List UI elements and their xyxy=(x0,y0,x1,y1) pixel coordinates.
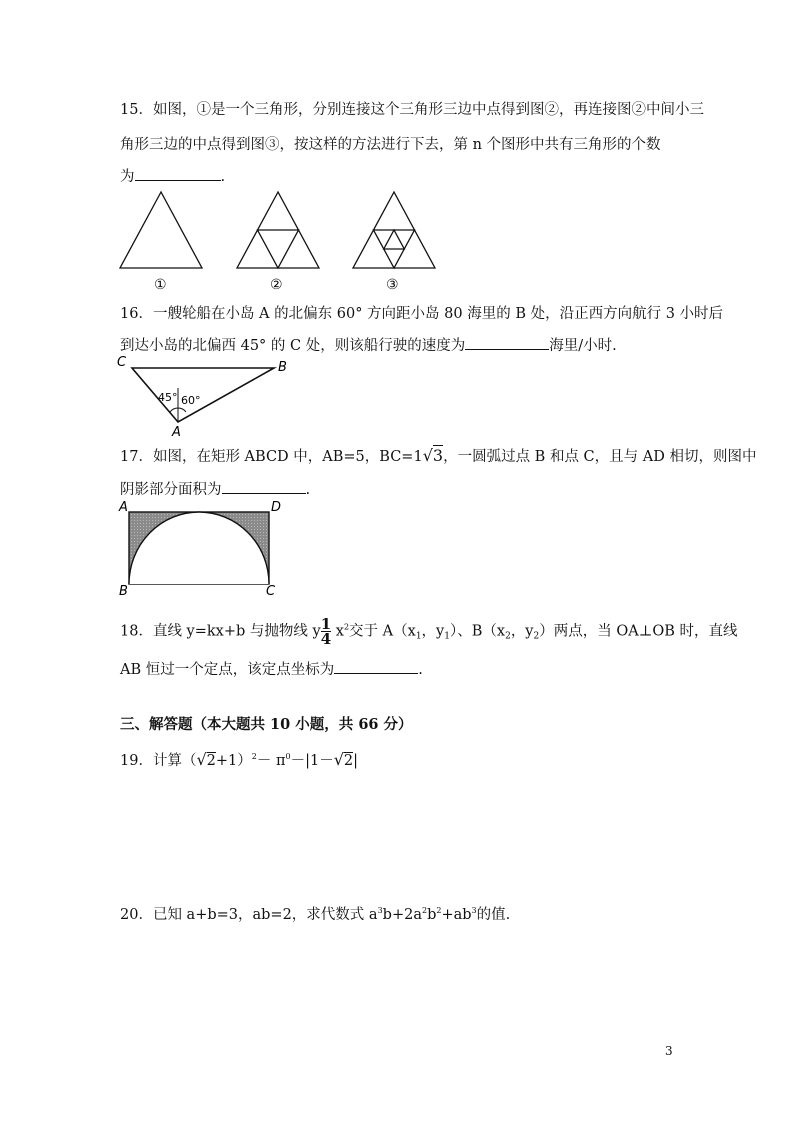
q19-line xyxy=(120,748,358,770)
triangle-figure-2 xyxy=(237,192,319,268)
q20-sup-4: 3 xyxy=(471,906,477,915)
q19-text-a: 19．计算（ xyxy=(120,753,197,769)
q16-figure xyxy=(112,350,302,438)
q18-suffix-2: . xyxy=(418,662,423,678)
answer-blank-17[interactable] xyxy=(222,479,306,494)
answer-blank-16[interactable] xyxy=(465,335,549,350)
fraction-one-quarter: $\frac{1}{4}$ xyxy=(320,615,332,648)
q20-text-d: +ab xyxy=(441,907,472,923)
q19-text-d: －|1－ xyxy=(290,753,334,769)
q20-text-b: b+2a xyxy=(382,907,422,923)
sqrt-2-first: √2 xyxy=(196,750,216,769)
q20-text-e: 的值. xyxy=(476,907,511,923)
q20-text-a: 20．已知 a+b=3，ab=2，求代数式 a xyxy=(120,907,378,923)
q16-line-1: 16．一艘轮船在小岛 A 的北偏东 60° 方向距小岛 80 海里的 B 处，沿正西方向航行 3 小时后 xyxy=(120,306,724,322)
section-3-heading: 三、解答题（本大题共 10 小题，共 66 分） xyxy=(120,716,413,733)
q17-suffix-2: . xyxy=(305,482,311,498)
sqrt-3: √3 xyxy=(422,446,444,465)
q18-text-d: ，y xyxy=(421,623,445,640)
point-label-a: A xyxy=(172,425,181,438)
angle-label-45: 45° xyxy=(158,391,178,404)
q20-sup-1: 3 xyxy=(377,906,383,915)
q18-text-g: ）两点，当 OA⊥OB 时，直线 xyxy=(539,623,738,640)
answer-blank-18[interactable] xyxy=(334,659,418,674)
q16-suffix: 海里/小时. xyxy=(549,338,617,354)
angle-label-60: 60° xyxy=(181,394,201,407)
fig-label-2: ② xyxy=(270,277,283,293)
q19-text-c: － π xyxy=(256,753,286,769)
q17-prefix-2: 阴影部分面积为 xyxy=(120,482,222,498)
q20-sup-3: 2 xyxy=(436,906,442,915)
q18-line-2 xyxy=(120,659,423,679)
q18-sup: 2 xyxy=(343,622,350,632)
q19-text-b: +1） xyxy=(215,753,252,769)
q15-line-3 xyxy=(120,166,225,186)
q15-prefix: 为 xyxy=(120,169,135,185)
point-label-c: C xyxy=(117,355,127,370)
page-number: 3 xyxy=(665,1044,673,1058)
point-label-b: B xyxy=(278,360,287,375)
q18-text-c: 交于 A（x xyxy=(349,623,416,640)
point-label-a: A xyxy=(119,500,128,515)
q16-prefix: 到达小岛的北偏西 45° 的 C 处，则该船行驶的速度为 xyxy=(120,338,466,354)
q19-sup-2: 0 xyxy=(285,752,291,761)
q19-text-e: | xyxy=(353,753,359,769)
q18-line-1 xyxy=(120,617,738,646)
q18-text-a: 18．直线 y=kx+b 与抛物线 y xyxy=(120,623,321,640)
q20-line xyxy=(120,902,510,924)
point-label-b: B xyxy=(119,584,128,599)
q20-sup-2: 2 xyxy=(421,906,428,915)
q15-line-2: 角形三边的中点得到图③，按这样的方法进行下去，第 n 个图形中共有三角形的个数 xyxy=(120,137,661,153)
fig-label-1: ① xyxy=(154,277,167,293)
q18-text-f: ，y xyxy=(510,623,534,640)
q19-sup-1: 2 xyxy=(251,752,257,761)
q17-line-2 xyxy=(120,479,310,499)
q15-line-1: 15．如图，①是一个三角形，分别连接这个三角形三边中点得到图②，再连接图②中间小三 xyxy=(120,102,704,118)
q17-prefix: 17．如图，在矩形 ABCD 中，AB=5，BC=1 xyxy=(120,449,423,465)
q17-suffix: ，一圆弧过点 B 和点 C，且与 AD 相切，则图中 xyxy=(443,449,757,465)
fig-label-3: ③ xyxy=(386,277,399,293)
q18-sub-1: 1 xyxy=(415,631,422,642)
answer-blank-15[interactable] xyxy=(135,166,221,181)
q18-text-e: ）、B（x xyxy=(449,623,506,640)
q17-line-1 xyxy=(120,447,756,466)
q17-figure xyxy=(112,498,292,600)
triangle-figure-3 xyxy=(353,192,435,268)
point-label-d: D xyxy=(271,500,282,515)
sqrt-2-second: √2 xyxy=(333,750,354,769)
q18-text-b: x xyxy=(335,623,344,640)
point-label-c: C xyxy=(266,584,276,599)
q15-suffix: . xyxy=(220,169,226,185)
q20-text-c: b xyxy=(427,907,437,923)
q18-sub-3: 2 xyxy=(505,631,511,642)
triangle-figure-1 xyxy=(120,192,202,268)
q18-sub-4: 2 xyxy=(533,631,540,642)
q18-sub-2: 1 xyxy=(444,631,450,642)
q18-prefix-2: AB 恒过一个定点，该定点坐标为 xyxy=(120,662,335,678)
